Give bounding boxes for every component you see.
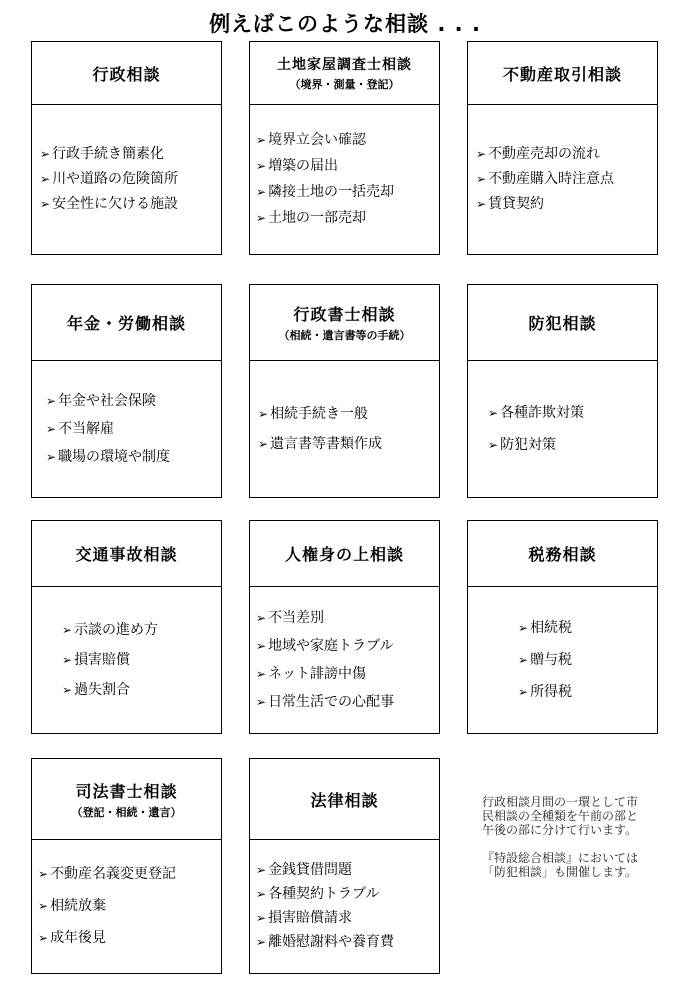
card-nenkin-rodo xyxy=(31,284,222,498)
list-item: ➢ 贈与税 xyxy=(518,651,657,669)
list-item: ➢ ネット誹謗中傷 xyxy=(256,665,439,683)
list-item: ➢ 隣接土地の一括売却 xyxy=(256,183,439,201)
card-fudosan xyxy=(467,41,658,255)
card-tochi-kaoku xyxy=(249,41,440,255)
card-zeimu xyxy=(467,520,658,734)
card-title: 税務相談 xyxy=(528,545,597,564)
list-item: ➢ 川や道路の危険箇所 xyxy=(40,170,221,188)
card-title: 行政相談 xyxy=(92,64,161,84)
card-title: 防犯相談 xyxy=(528,314,597,333)
card-body xyxy=(32,586,221,733)
note-paragraph: 『特設総合相談』においては「防犯相談」も開催します。 xyxy=(482,851,639,879)
list-item: ➢ 相続放棄 xyxy=(38,897,221,915)
card-header xyxy=(468,521,657,587)
list-item: ➢ 境界立会い確認 xyxy=(256,131,439,149)
note-paragraph: 行政相談月間の一環として市民相談の全種類を午前の部と午後の部に分けて行います。 xyxy=(482,795,639,837)
list-item: ➢ 遺言書等書類作成 xyxy=(258,435,439,453)
card-subtitle: （相続・遺言書等の手続） xyxy=(278,329,411,342)
card-gyosei xyxy=(31,41,222,255)
card-header xyxy=(468,42,657,105)
list-item: ➢ 相続税 xyxy=(518,619,657,637)
card-header xyxy=(250,42,439,105)
list-item: ➢ 地域や家庭トラブル xyxy=(256,637,439,655)
list-item: ➢ 各種契約トラブル xyxy=(256,885,439,903)
card-body xyxy=(32,839,221,973)
card-header xyxy=(250,521,439,587)
card-body xyxy=(250,360,439,497)
card-title: 土地家屋調査士相談 xyxy=(277,57,412,73)
card-horitsu xyxy=(249,758,440,974)
list-item: ➢ 防犯対策 xyxy=(488,436,657,454)
list-item: ➢ 安全性に欠ける施設 xyxy=(40,195,221,213)
card-header xyxy=(468,285,657,361)
card-body xyxy=(468,104,657,254)
card-body xyxy=(250,104,439,254)
card-body xyxy=(468,360,657,497)
card-jinken xyxy=(249,520,440,734)
card-bohan xyxy=(467,284,658,498)
card-title: 人権身の上相談 xyxy=(284,545,404,564)
list-item: ➢ 不当解雇 xyxy=(46,420,221,438)
card-title: 行政書士相談 xyxy=(293,305,396,324)
card-body xyxy=(468,586,657,733)
list-item: ➢ 過失割合 xyxy=(62,681,221,699)
card-subtitle: （境界・測量・登記） xyxy=(289,78,400,91)
list-item: ➢ 不当差別 xyxy=(256,609,439,627)
list-item: ➢ 成年後見 xyxy=(38,929,221,947)
card-header xyxy=(32,42,221,105)
list-item: ➢ 金銭貸借問題 xyxy=(256,861,439,879)
card-header xyxy=(32,285,221,361)
list-item: ➢ 賃貸契約 xyxy=(476,195,657,213)
card-body xyxy=(32,104,221,254)
list-item: ➢ 増築の届出 xyxy=(256,157,439,175)
list-item: ➢ 行政手続き簡素化 xyxy=(40,145,221,163)
card-title: 年金・労働相談 xyxy=(66,314,186,333)
card-header xyxy=(32,521,221,587)
card-body xyxy=(250,839,439,973)
page-title: 例えばこのような相談 . . . xyxy=(209,12,481,36)
list-item: ➢ 離婚慰謝料や養育費 xyxy=(256,933,439,951)
list-item: ➢ 職場の環境や制度 xyxy=(46,448,221,466)
card-gyosei-shoshi xyxy=(249,284,440,498)
list-item: ➢ 土地の一部売却 xyxy=(256,209,439,227)
card-kotsu-jiko xyxy=(31,520,222,734)
list-item: ➢ 年金や社会保険 xyxy=(46,392,221,410)
card-header xyxy=(250,759,439,840)
list-item: ➢ 日常生活での心配事 xyxy=(256,693,439,711)
card-title: 交通事故相談 xyxy=(75,545,178,564)
card-header xyxy=(250,285,439,361)
info-note xyxy=(482,795,647,893)
list-item: ➢ 各種詐欺対策 xyxy=(488,404,657,422)
card-shiho-shoshi xyxy=(31,758,222,974)
card-title: 不動産取引相談 xyxy=(502,64,622,84)
list-item: ➢ 相続手続き一般 xyxy=(258,405,439,423)
list-item: ➢ 不動産名義変更登記 xyxy=(38,865,221,883)
list-item: ➢ 損害賠償請求 xyxy=(256,909,439,927)
list-item: ➢ 示談の進め方 xyxy=(62,621,221,639)
card-body xyxy=(250,586,439,733)
list-item: ➢ 不動産購入時注意点 xyxy=(476,170,657,188)
card-title: 法律相談 xyxy=(310,790,379,810)
list-item: ➢ 損害賠償 xyxy=(62,651,221,669)
card-body xyxy=(32,360,221,497)
card-header xyxy=(32,759,221,840)
card-subtitle: （登記・相続・遺言） xyxy=(71,805,182,819)
card-title: 司法書士相談 xyxy=(75,781,178,801)
list-item: ➢ 不動産売却の流れ xyxy=(476,145,657,163)
list-item: ➢ 所得税 xyxy=(518,683,657,701)
